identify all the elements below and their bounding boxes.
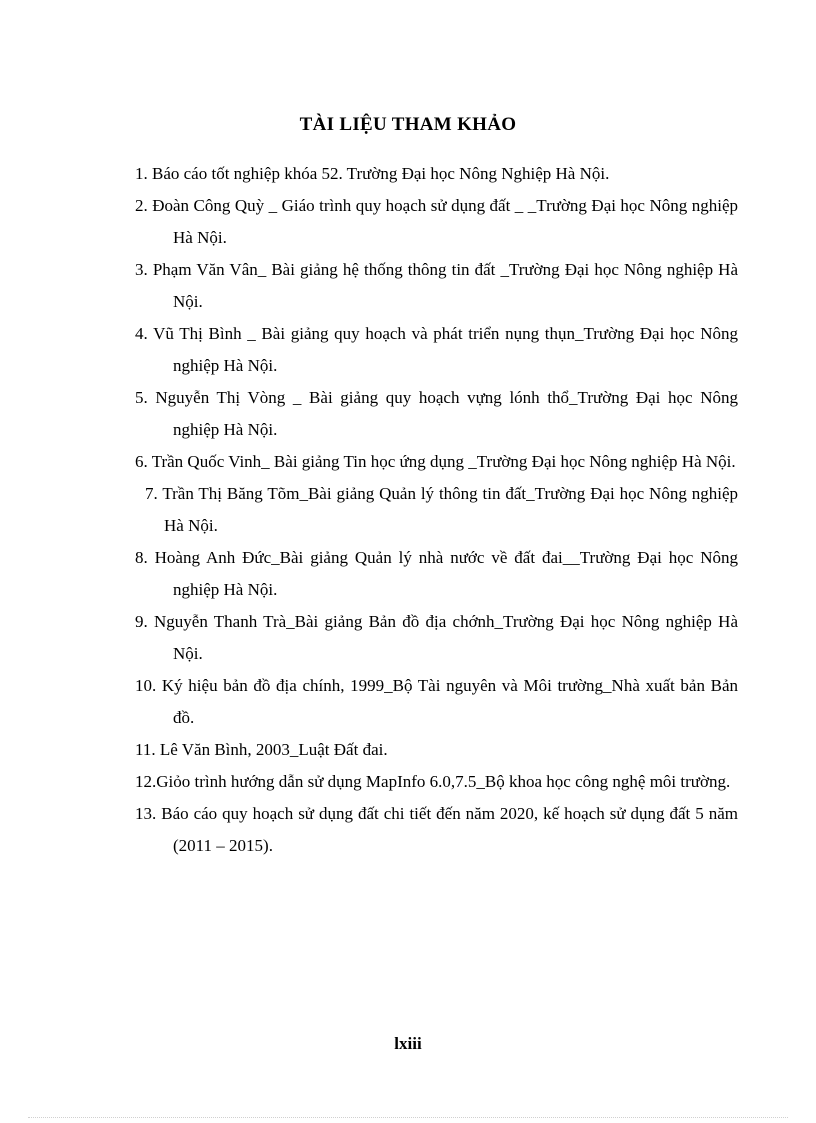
page-title: TÀI LIỆU THAM KHẢO xyxy=(299,114,517,135)
reference-item: 2. Đoàn Công Quỳ _ Giáo trình quy hoạch sử dụng đất _ _Trường Đại học Nông nghiệp Hà Nội. xyxy=(135,196,738,247)
reference-item: 13. Báo cáo quy hoạch sử dụng đất chi tiết đến năm 2020, kế hoạch sử dụng đất 5 năm (2011 – 2015). xyxy=(135,804,738,855)
reference-item: 7. Trần Thị Băng Tõm_Bài giảng Quản lý thông tin đất_Trường Đại học Nông nghiệp Hà Nội. xyxy=(145,484,738,535)
reference-item: 6. Trần Quốc Vinh_ Bài giảng Tin học ứng dụng _Trường Đại học Nông nghiệp Hà Nội. xyxy=(135,452,736,471)
reference-item: 11. Lê Văn Bình, 2003_Luật Đất đai. xyxy=(135,740,388,759)
reference-item: 5. Nguyễn Thị Vòng _ Bài giảng quy hoạch vựng lónh thổ_Trường Đại học Nông nghiệp Hà Nội. xyxy=(135,388,738,439)
reference-item: 3. Phạm Văn Vân_ Bài giảng hệ thống thông tin đất _Trường Đại học Nông nghiệp Hà Nội. xyxy=(135,260,738,311)
reference-item: 10. Ký hiệu bản đồ địa chính, 1999_Bộ Tài nguyên và Môi trường_Nhà xuất bản Bản đồ. xyxy=(135,676,738,727)
page-number: lxiii xyxy=(394,1034,422,1053)
reference-item: 9. Nguyễn Thanh Trà_Bài giảng Bản đồ địa chớnh_Trường Đại học Nông nghiệp Hà Nội. xyxy=(135,612,738,663)
reference-list xyxy=(135,158,738,862)
reference-item: 8. Hoàng Anh Đức_Bài giảng Quản lý nhà nước về đất đai__Trường Đại học Nông nghiệp Hà Nội. xyxy=(135,548,738,599)
reference-item: 12.Giỏo trình hướng dẫn sử dụng MapInfo 6.0,7.5_Bộ khoa học công nghệ môi trường. xyxy=(135,772,731,791)
footer-divider xyxy=(28,1117,788,1118)
reference-item: 4. Vũ Thị Bình _ Bài giảng quy hoạch và phát triển nụng thụn_Trường Đại học Nông nghiệp Hà Nội. xyxy=(135,324,738,375)
reference-item: 1. Báo cáo tốt nghiệp khóa 52. Trường Đại học Nông Nghiệp Hà Nội. xyxy=(135,164,610,183)
